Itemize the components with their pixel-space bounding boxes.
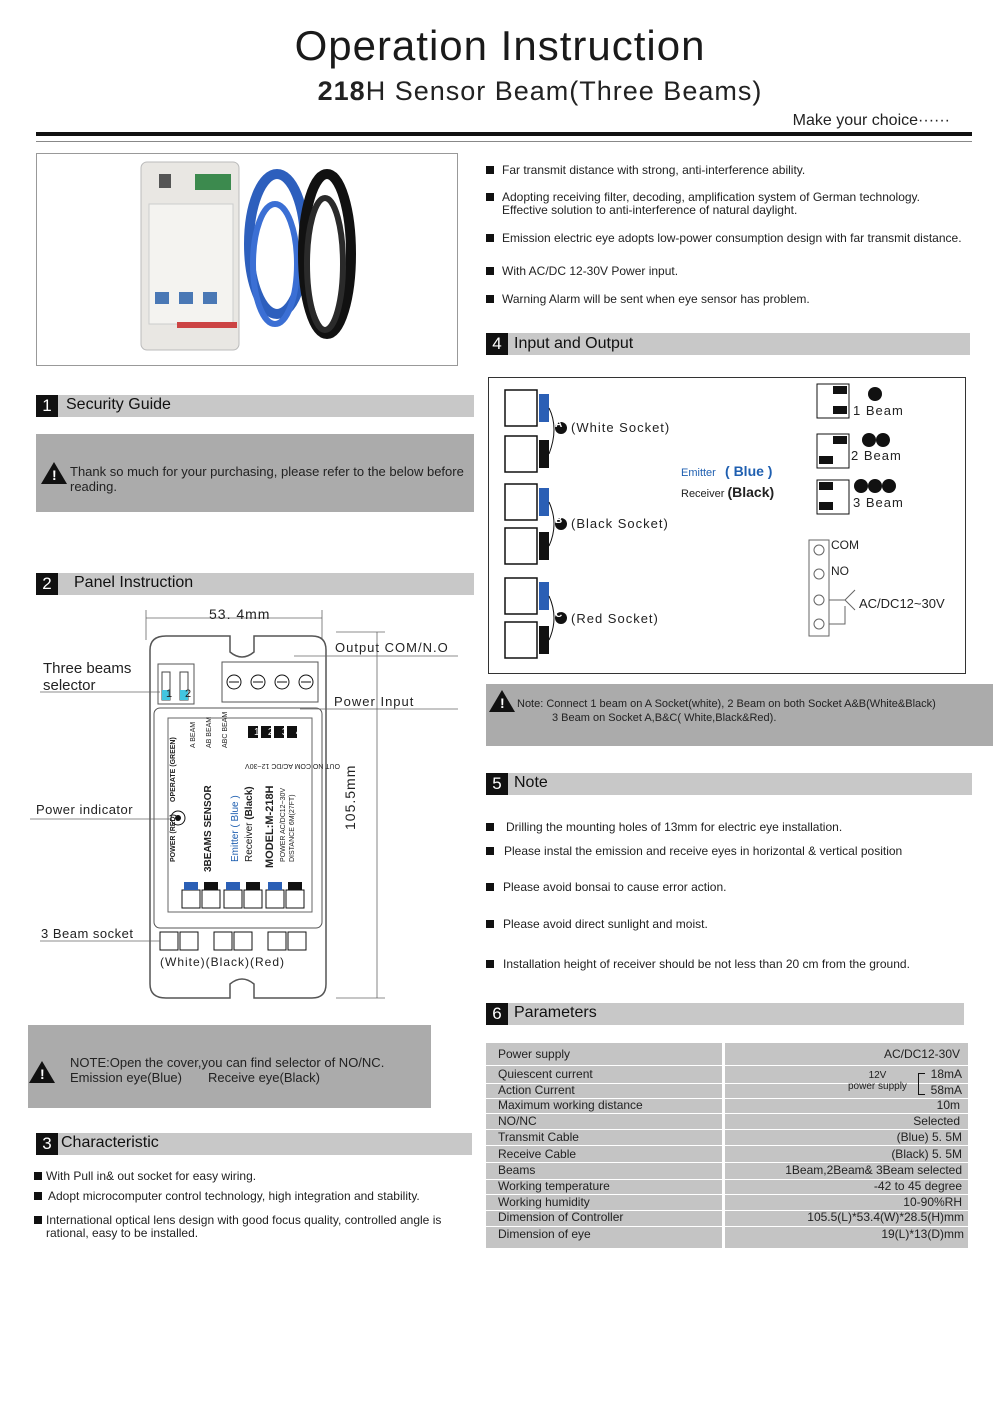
power-input-label: Power Input — [334, 694, 415, 709]
panel-note-box — [28, 1025, 431, 1108]
table-row — [486, 1047, 968, 1066]
product-name: H Sensor Beam(Three Beams) — [365, 76, 763, 106]
device-model-label: MODEL:M-218H — [264, 785, 276, 868]
param-value: (Black) 5. 5M — [891, 1147, 962, 1161]
black-socket-label: (Black Socket) — [571, 516, 669, 531]
note-item: Please instal the emission and receive eyes in horizontal & vertical position — [486, 845, 902, 858]
model-number: 218 — [317, 76, 366, 106]
io-note-line2: 3 Beam on Socket A,B&C( White,Black&Red). — [552, 712, 777, 724]
section-header-characteristic — [36, 1133, 472, 1155]
white-socket-label: (White Socket) — [571, 420, 671, 435]
section-label: Characteristic — [61, 1134, 159, 1151]
param-value: AC/DC12-30V — [883, 1047, 960, 1061]
param-key: Quiescent current — [498, 1067, 593, 1081]
param-key: Dimension of eye — [498, 1227, 591, 1241]
three-beams-text: Three beams — [43, 660, 132, 677]
red-socket-label: (Red Socket) — [571, 611, 659, 626]
section-label: Parameters — [514, 1004, 597, 1021]
operate-led-label: OPERATE (GREEN) — [170, 737, 177, 802]
product-photo — [36, 153, 458, 366]
param-value: 58mA — [930, 1083, 962, 1097]
product-photo-illustration — [37, 154, 457, 365]
table-row — [486, 1147, 968, 1163]
io-receiver-label: Receiver (Black) — [681, 484, 775, 500]
section-number: 1 — [36, 395, 58, 417]
beam-label-a: A BEAM — [190, 721, 197, 748]
param-value: 18mA — [930, 1067, 962, 1081]
section-label: Panel Instruction — [74, 574, 194, 591]
section-header-security-guide — [36, 395, 474, 417]
terminal-number: 1 2 3 4 — [254, 727, 302, 738]
supply-note: 12V power supply — [848, 1070, 907, 1092]
dip-label-2: 2 — [185, 688, 192, 700]
beam-socket-label: 3 Beam socket — [41, 926, 134, 941]
characteristic-item: Adopt microcomputer control technology, high integration and stability. — [34, 1190, 420, 1203]
param-key: Dimension of Controller — [498, 1210, 624, 1224]
warning-icon: ! — [489, 690, 515, 712]
output-label: Output COM/N.O — [335, 640, 449, 655]
com-label: COM — [831, 538, 859, 552]
power-indicator-label: Power indicator — [36, 802, 134, 817]
param-key: Receive Cable — [498, 1147, 577, 1161]
beam-label-ab: AB BEAM — [206, 716, 213, 748]
page-title: Operation Instruction — [294, 22, 706, 69]
header-rule-thin — [36, 141, 972, 142]
io-diagram — [488, 377, 966, 674]
param-key: Action Current — [498, 1083, 575, 1097]
param-value: Selected — [913, 1114, 960, 1128]
section-header-parameters — [486, 1003, 964, 1025]
device-distance-label: DISTANCE 6M(27FT) — [289, 794, 296, 862]
section-label: Note — [514, 774, 548, 791]
warning-icon: ! — [41, 462, 67, 484]
page-subtitle — [0, 76, 1000, 107]
param-key: Beams — [498, 1163, 536, 1177]
param-value: 19(L)*13(D)mm — [881, 1227, 964, 1241]
param-value: (Blue) 5. 5M — [896, 1130, 962, 1144]
io-note-line1: Note: Connect 1 beam on A Socket(white), 2 Beam on both Socket A&B(White&Black) — [517, 698, 936, 710]
section-label: Security Guide — [66, 396, 171, 413]
panel-note-line2: Emission eye(Blue) Receive eye(Black) — [70, 1070, 320, 1085]
beam-3-label: 3 Beam — [853, 495, 904, 510]
section-number: 6 — [486, 1003, 508, 1025]
section-header-note — [486, 773, 972, 795]
io-note-box — [486, 684, 993, 746]
param-key: Maximum working distance — [498, 1098, 643, 1112]
section-number: 5 — [486, 773, 508, 795]
feature-item: Emission electric eye adopts low-power consumption design with far transmit distance. — [486, 232, 962, 245]
io-emitter-label: Emitter ( Blue ) — [681, 463, 773, 479]
param-key: NO/NC — [498, 1114, 537, 1128]
socket-letter-b: B — [555, 515, 563, 526]
width-dimension-label: 53. 4mm — [209, 606, 271, 622]
device-receiver-label: Receiver (Black) — [244, 786, 255, 862]
socket-colors-label: (White)(Black)(Red) — [160, 955, 286, 969]
height-dimension-label: 105.5mm — [342, 764, 358, 830]
table-row — [486, 1163, 968, 1180]
param-value: 10-90%RH — [903, 1195, 962, 1209]
param-value: 1Beam,2Beam& 3Beam selected — [785, 1163, 962, 1177]
table-row — [486, 1179, 968, 1195]
characteristic-item: With Pull in& out socket for easy wiring. — [34, 1170, 256, 1183]
acdc-label: AC/DC12~30V — [859, 596, 945, 611]
note-item: Installation height of receiver should be not less than 20 cm from the ground. — [486, 958, 910, 971]
note-item: Please avoid direct sunlight and moist. — [486, 918, 708, 931]
param-key: Power supply — [498, 1047, 571, 1061]
current-bracket — [918, 1073, 925, 1095]
warning-icon: ! — [29, 1061, 55, 1083]
security-message: Thank so much for your purchasing, please refer to the below before reading. — [70, 464, 464, 494]
table-row — [486, 1227, 968, 1243]
param-key: Working temperature — [498, 1179, 610, 1193]
three-beams-label — [43, 660, 131, 694]
section-number: 4 — [486, 333, 508, 355]
tagline: Make your choice······ — [792, 112, 950, 129]
table-row — [486, 1114, 968, 1130]
section-number: 2 — [36, 573, 58, 595]
socket-letter-c: C — [555, 609, 563, 620]
table-row — [486, 1210, 968, 1227]
section-number: 3 — [36, 1133, 58, 1155]
param-key: Working humidity — [498, 1195, 590, 1209]
feature-item: Warning Alarm will be sent when eye sensor has problem. — [486, 293, 810, 306]
param-key: Transmit Cable — [498, 1130, 579, 1144]
param-value: -42 to 45 degree — [873, 1179, 962, 1193]
section-header-input-output — [486, 333, 970, 355]
table-row — [486, 1195, 968, 1211]
terminal-labels: OUT NO COM AC/DC 12~30V — [245, 762, 340, 769]
param-value: 105.5(L)*53.4(W)*28.5(H)mm — [807, 1210, 964, 1224]
device-emitter-label: Emitter ( Blue ) — [230, 795, 241, 862]
param-value: 10m — [936, 1098, 960, 1112]
section-label: Input and Output — [514, 335, 634, 352]
power-led-label: POWER (RED) — [170, 814, 177, 862]
dip-label-1: 1 — [166, 688, 173, 700]
beam-label-abc: ABC BEAM — [222, 711, 229, 748]
security-guide-box — [36, 434, 474, 512]
socket-letter-a: A — [555, 419, 563, 430]
no-label: NO — [831, 564, 849, 578]
selector-text: selector — [43, 677, 96, 694]
table-row — [486, 1098, 968, 1114]
feature-item: Far transmit distance with strong, anti-interference ability. — [486, 164, 805, 177]
note-item: Please avoid bonsai to cause error action. — [486, 881, 726, 894]
table-row — [486, 1130, 968, 1146]
device-name-label: 3BEAMS SENSOR — [203, 785, 214, 872]
header-rule — [36, 132, 972, 136]
parameters-table — [486, 1043, 968, 1248]
beam-1-label: 1 Beam — [853, 403, 904, 418]
device-power-label: POWER AC/DC12~30V — [280, 787, 287, 862]
beam-2-label: 2 Beam — [851, 448, 902, 463]
section-header-panel-instruction — [36, 573, 474, 595]
feature-item: With AC/DC 12-30V Power input. — [486, 265, 678, 278]
feature-item: Adopting receiving filter, decoding, amplification system of German technology. Effective solution to anti-interference of natural daylight. — [486, 191, 966, 217]
panel-note-line1: NOTE:Open the cover,you can find selector of NO/NC. — [70, 1055, 385, 1070]
note-item: Drilling the mounting holes of 13mm for electric eye installation. — [486, 821, 842, 834]
characteristic-item: International optical lens design with good focus quality, controlled angle is rational, easy to be installed. — [34, 1214, 466, 1240]
